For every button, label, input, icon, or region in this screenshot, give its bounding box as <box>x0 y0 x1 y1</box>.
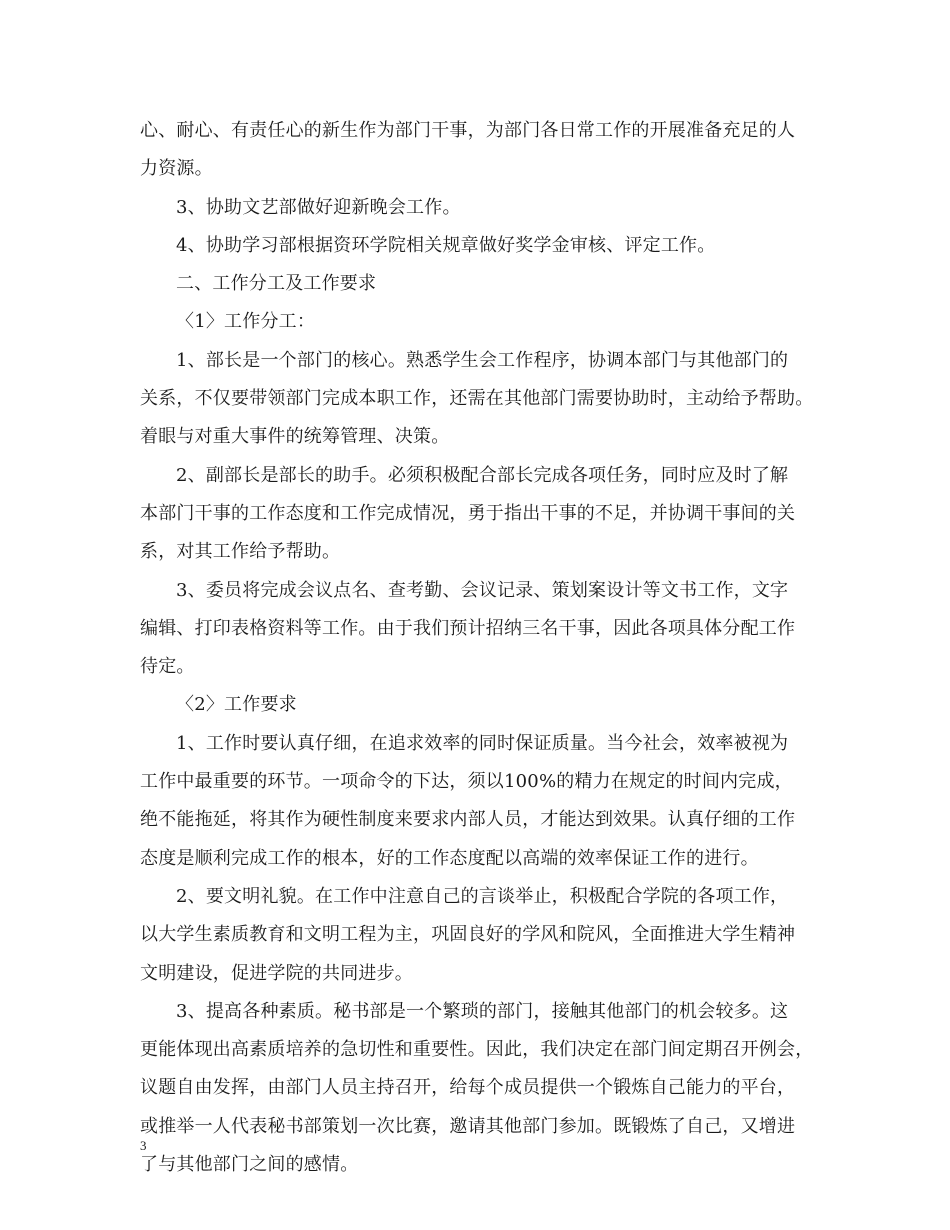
text-line: 3、协助文艺部做好迎新晚会工作。 <box>176 196 461 218</box>
subsection-heading: 〈1〉工作分工： <box>176 311 316 333</box>
text-line: 着眼与对重大事件的统筹管理、决策。 <box>140 426 450 448</box>
text-line: 绝不能拖延，将其作为硬性制度来要求内部人员，才能达到效果。认真仔细的工作 <box>140 809 796 831</box>
section-heading: 二、工作分工及工作要求 <box>176 273 377 295</box>
document-body <box>140 112 812 1184</box>
text-line: 3、提高各种素质。秘书部是一个繁琐的部门，接触其他部门的机会较多。这 <box>176 1000 789 1022</box>
text-line: 文明建设，促进学院的共同进步。 <box>140 962 413 984</box>
text-line: 2、副部长是部长的助手。必须积极配合部长完成各项任务，同时应及时了解 <box>176 464 789 486</box>
text-line: 力资源。 <box>140 158 213 180</box>
text-line: 关系，不仅要带领部门完成本职工作，还需在其他部门需要协助时，主动给予帮助。 <box>140 388 814 410</box>
text-line: 3、委员将完成会议点名、查考勤、会议记录、策划案设计等文书工作，文字 <box>176 579 789 601</box>
text-line: 2、要文明礼貌。在工作中注意自己的言谈举止，积极配合学院的各项工作， <box>176 885 789 907</box>
text-line: 待定。 <box>140 656 195 678</box>
text-line: 编辑、打印表格资料等工作。由于我们预计招纳三名干事，因此各项具体分配工作 <box>140 617 796 639</box>
text-line: 4、协助学习部根据资环学院相关规章做好奖学金审核、评定工作。 <box>176 234 716 256</box>
subsection-heading: 〈2〉工作要求 <box>176 694 297 716</box>
text-line: 本部门干事的工作态度和工作完成情况，勇于指出干事的不足，并协调干事间的关 <box>140 502 796 524</box>
text-line: 了与其他部门之间的感情。 <box>140 1154 359 1176</box>
text-line: 态度是顺利完成工作的根本，好的工作态度配以高端的效率保证工作的进行。 <box>140 847 759 869</box>
text-line: 更能体现出高素质培养的急切性和重要性。因此，我们决定在部门间定期召开例会， <box>140 1039 814 1061</box>
text-line: 1、部长是一个部门的核心。熟悉学生会工作程序，协调本部门与其他部门的 <box>176 349 789 371</box>
page-number: 3 <box>140 1138 147 1153</box>
text-line: 以大学生素质教育和文明工程为主，巩固良好的学风和院风，全面推进大学生精神 <box>140 924 796 946</box>
text-line: 工作中最重要的环节。一项命令的下达，须以100%的精力在规定的时间内完成， <box>140 771 793 793</box>
text-line: 心、耐心、有责任心的新生作为部门干事，为部门各日常工作的开展准备充足的人 <box>140 120 796 141</box>
text-line: 系，对其工作给予帮助。 <box>140 541 341 563</box>
text-line: 1、工作时要认真仔细，在追求效率的同时保证质量。当今社会，效率被视为 <box>176 732 789 754</box>
text-line: 议题自由发挥，由部门人员主持召开，给每个成员提供一个锻炼自己能力的平台， <box>140 1077 796 1099</box>
text-line: 或推举一人代表秘书部策划一次比赛，邀请其他部门参加。既锻炼了自己，又增进 <box>140 1115 796 1137</box>
